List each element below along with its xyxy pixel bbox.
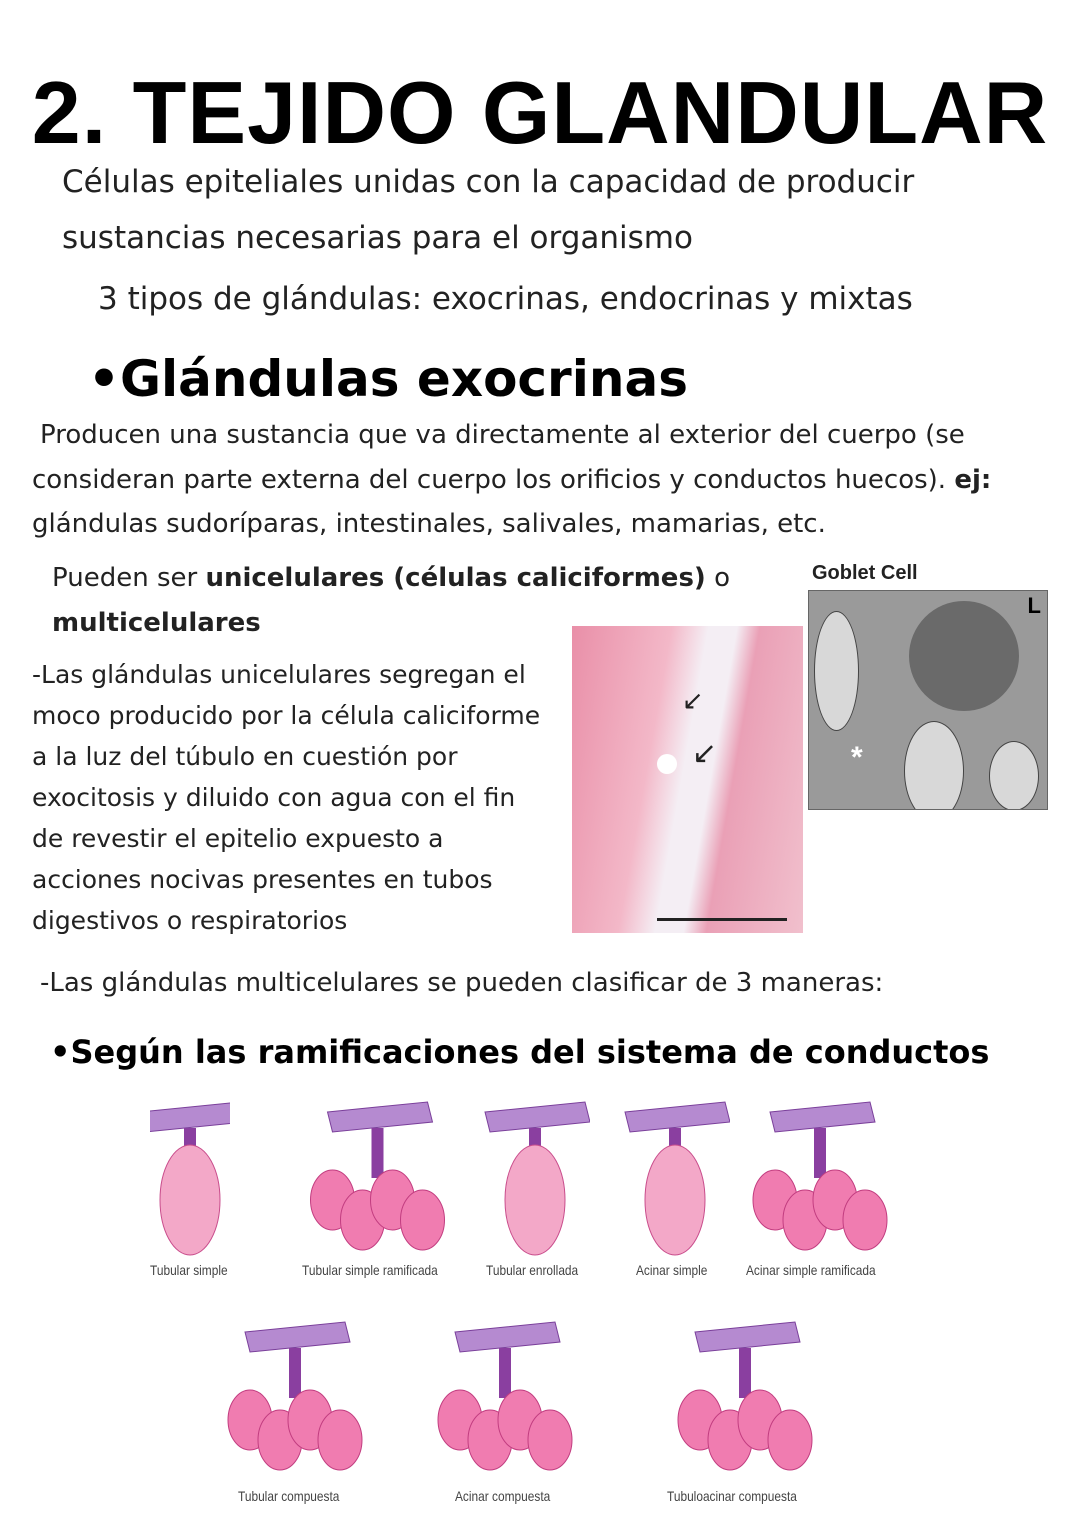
section-heading: •Glándulas exocrinas <box>88 350 688 408</box>
paragraph-line: -Las glándulas unicelulares segregan el <box>32 660 526 689</box>
arrow-icon: ↙ <box>682 686 704 716</box>
diagram-label: Tubular enrollada <box>486 1262 579 1278</box>
gland-diagram <box>420 1310 590 1480</box>
paragraph-line: Producen una sustancia que va directamente al exterior del cuerpo (se <box>40 420 965 450</box>
subsection-heading: •Según las ramificaciones del sistema de conductos <box>50 1033 990 1071</box>
diagram-label: Tubuloacinar compuesta <box>667 1488 797 1504</box>
nucleus <box>814 611 859 731</box>
paragraph-line: de revestir el epitelio expuesto a <box>32 824 444 853</box>
asterisk-label: * <box>851 741 863 774</box>
paragraph-line: -Las glándulas multicelulares se pueden clasificar de 3 maneras: <box>40 968 884 998</box>
diagram-label: Tubular simple <box>150 1262 228 1278</box>
paragraph-line: moco producido por la célula caliciforme <box>32 701 541 730</box>
gland-diagram <box>655 1310 835 1480</box>
paragraph-line: a la luz del túbulo en cuestión por <box>32 742 458 771</box>
mucus-granules <box>909 601 1019 711</box>
goblet-cell-image <box>808 590 1048 810</box>
gland-diagram <box>300 1090 455 1260</box>
lumen-label: L <box>1027 593 1041 618</box>
goblet-label: Goblet Cell <box>812 562 918 584</box>
arrow-icon: ↙ <box>692 736 718 771</box>
gland-diagram <box>620 1090 730 1260</box>
paragraph-line: digestivos o respiratorios <box>32 906 348 935</box>
text: consideran parte externa del cuerpo los orificios y conductos huecos). <box>32 465 947 495</box>
nucleus <box>904 721 964 810</box>
nucleus <box>989 741 1039 810</box>
intro-line: sustancias necesarias para el organismo <box>62 220 693 256</box>
bold-text: multicelulares <box>52 608 261 638</box>
page-title: 2. TEJIDO GLANDULAR <box>31 63 1049 162</box>
paragraph-line: glándulas sudoríparas, intestinales, salivales, mamarias, etc. <box>32 509 826 539</box>
intro-line: Células epiteliales unidas con la capacidad de producir <box>62 164 915 200</box>
example-label: ej: <box>954 465 992 495</box>
gland-diagram <box>215 1310 375 1480</box>
diagram-label: Acinar compuesta <box>455 1488 551 1504</box>
paragraph-line: acciones nocivas presentes en tubos <box>32 865 493 894</box>
gland-diagram <box>740 1090 900 1260</box>
diagram-label: Tubular compuesta <box>238 1488 340 1504</box>
diagram-label: Acinar simple <box>636 1262 708 1278</box>
goblet-vacuole <box>657 754 677 774</box>
histology-image <box>572 626 803 933</box>
paragraph-line <box>52 563 730 593</box>
diagram-label: Tubular simple ramificada <box>302 1262 438 1278</box>
scale-bar <box>657 918 787 921</box>
paragraph-line <box>32 465 991 495</box>
bold-text: unicelulares (células caliciformes) <box>205 563 706 593</box>
gland-types: 3 tipos de glándulas: exocrinas, endocrinas y mixtas <box>98 281 913 317</box>
gland-diagram <box>480 1090 590 1260</box>
text: Pueden ser <box>52 563 206 593</box>
diagram-label: Acinar simple ramificada <box>746 1262 876 1278</box>
paragraph-line: exocitosis y diluido con agua con el fin <box>32 783 516 812</box>
gland-diagram <box>150 1090 230 1260</box>
text: o <box>705 563 730 593</box>
